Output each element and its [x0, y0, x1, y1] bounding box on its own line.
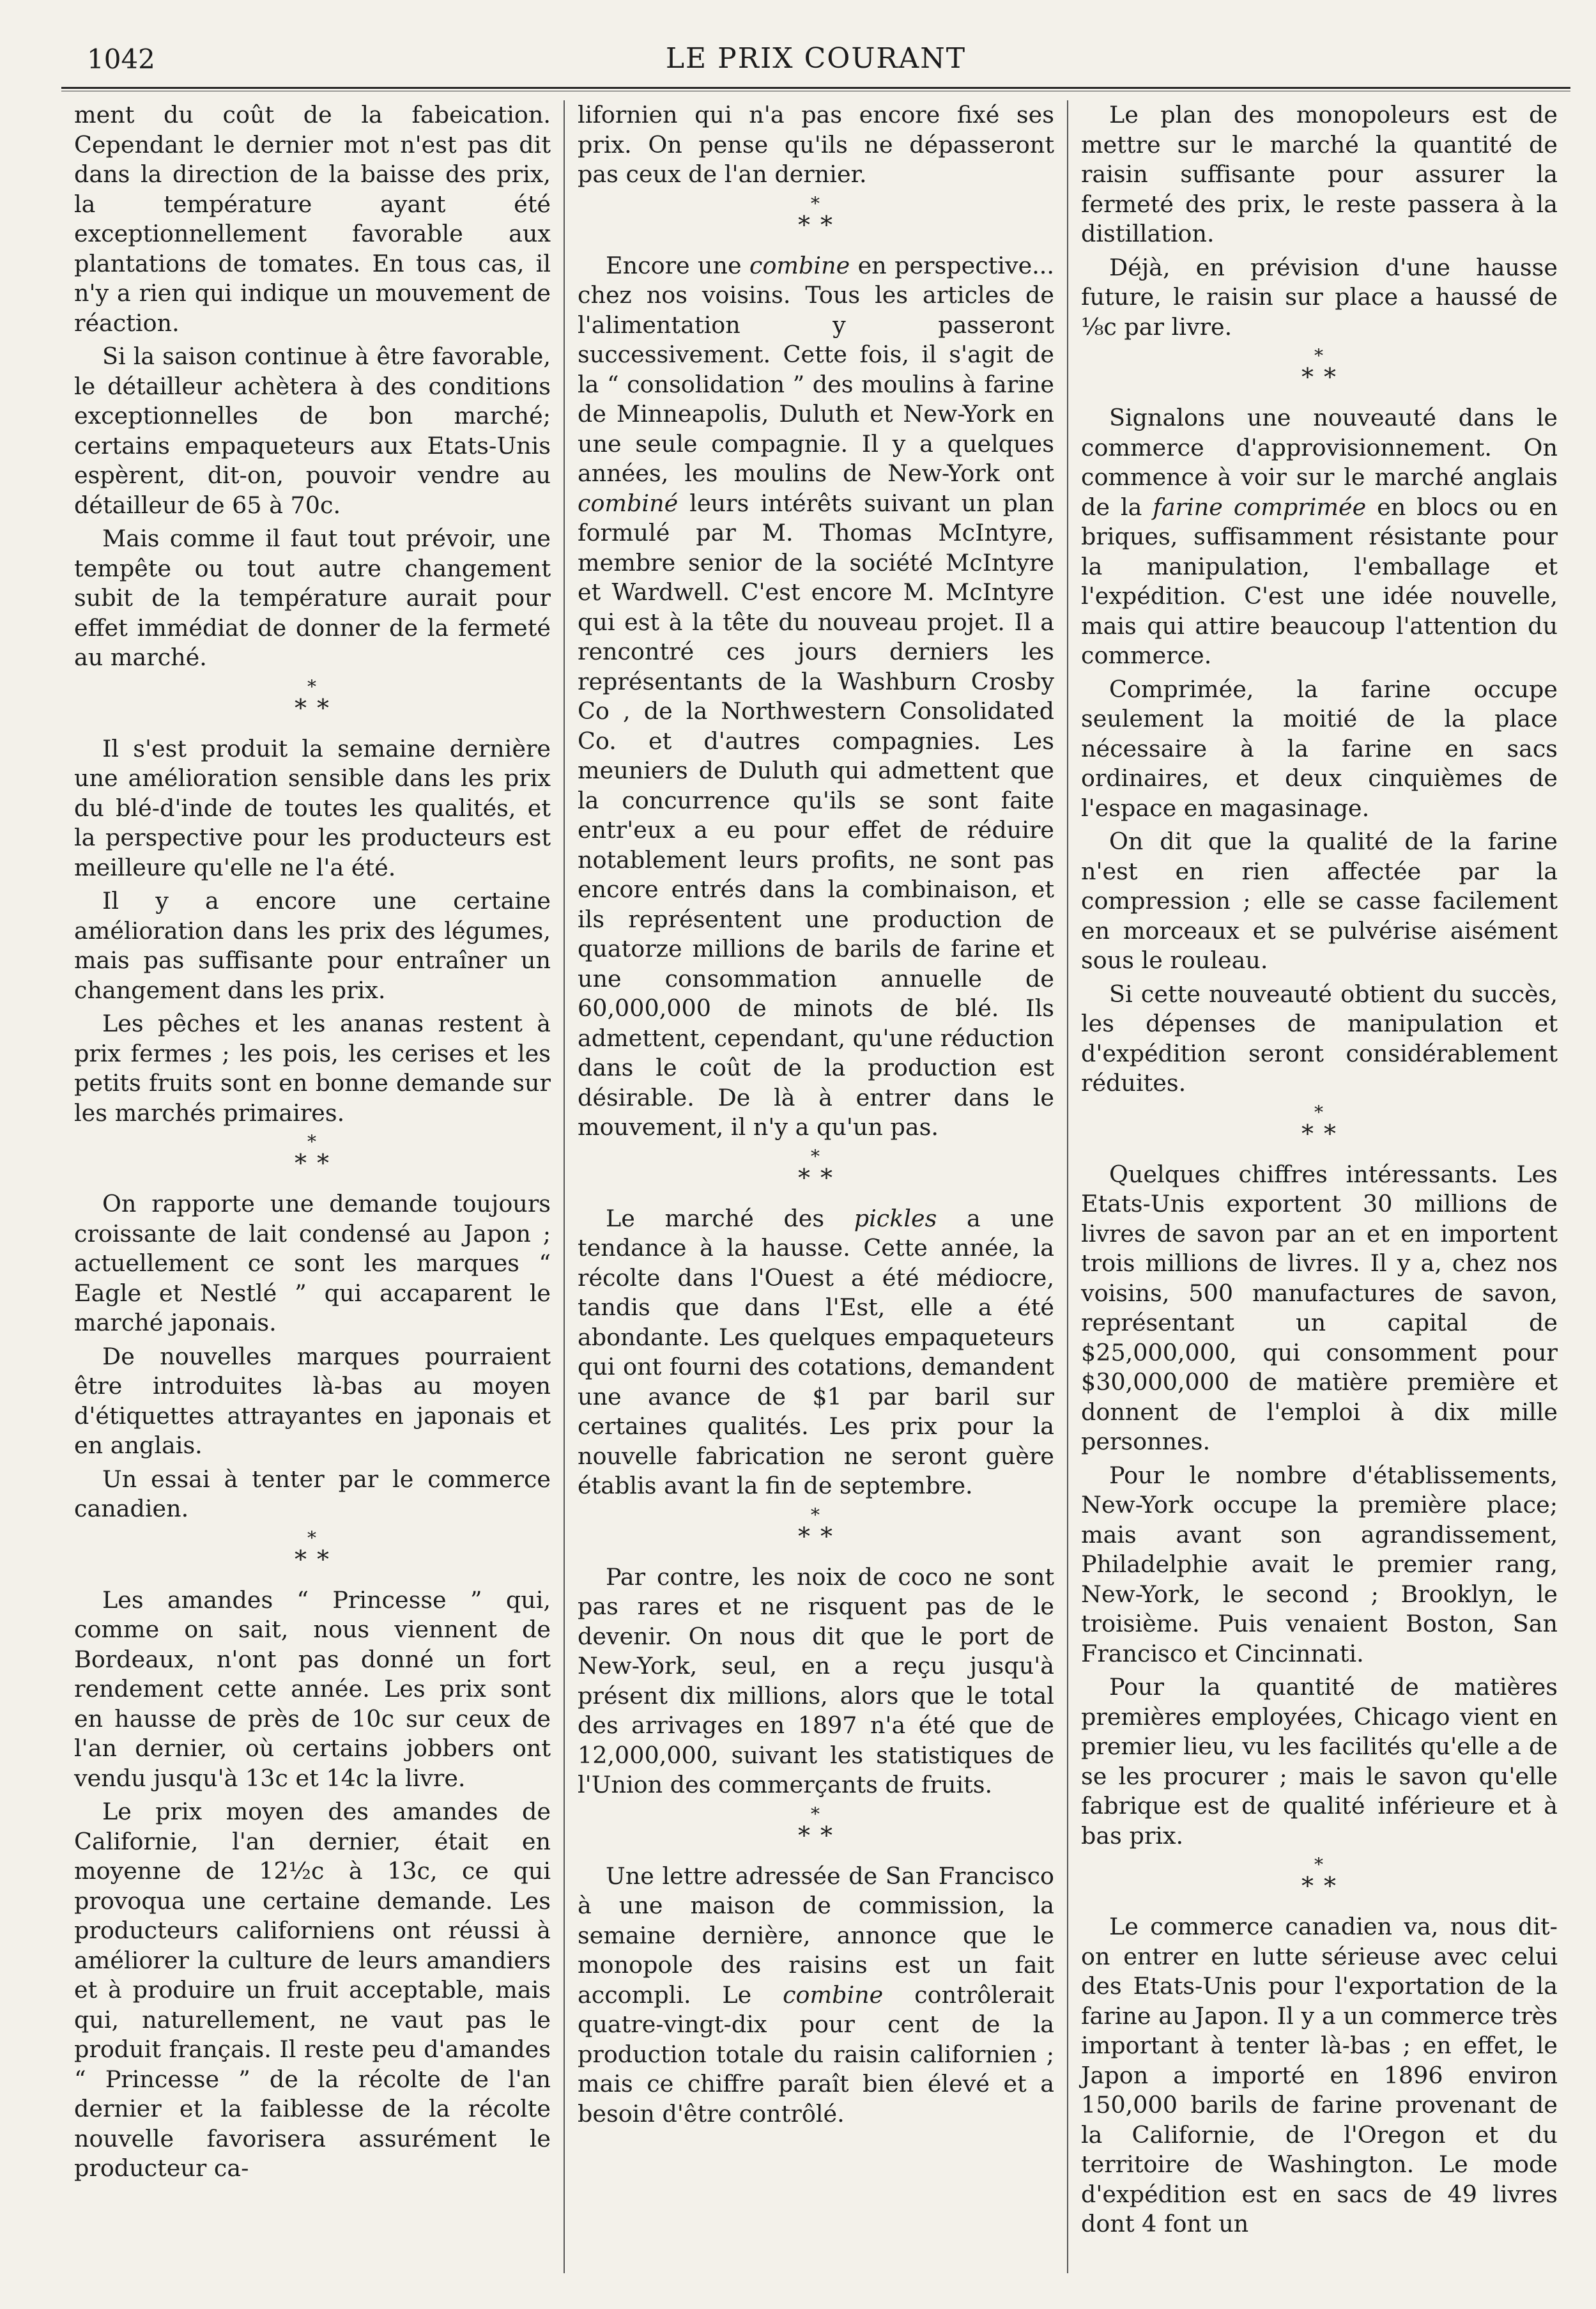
section-separator: * * *: [294, 1131, 331, 1177]
article-paragraph: De nouvelles marques pourraient être introduites là-bas au moyen d'étiquettes attrayantes en japonais et en anglais.: [74, 1342, 551, 1459]
article-paragraph: Signalons une nouveauté dans le commerce d'approvisionnement. On commence à voir sur le marché anglais de la farine comprimée en blocs ou en briques, suffisamment résistante pour la manipulation, l'emballage et l'expédition. C'est une idée nouvelle, mais qui attire beaucoup l'attention du commerce.: [1081, 404, 1558, 669]
article-paragraph: Le marché des pickles a une tendance à la hausse. Cette année, la récolte dans l'Ouest a été médiocre, tandis que dans l'Est, elle a été abondante. Les quelques empaqueteurs qui ont fourni des cotations, demandent une avance de $1 par baril sur certaines qualités. Les prix pour la nouvelle fabrication ne seront guère établis avant la fin de septembre.: [578, 1204, 1054, 1499]
section-separator: * * *: [797, 1803, 834, 1850]
article-paragraph: Le commerce canadien va, nous dit-on entrer en lutte sérieuse avec celui des Etats-Unis pour l'exportation de la farine au Japon. Il y a un commerce très important à tenter là-bas ; en effet, le Japon a importé en 1896 environ 150,000 barils de farine provenant de la Californie, de l'Oregon et du territoire de Washington. Le mode d'expédition est en sacs de 49 livres dont 4 font un: [1081, 1913, 1558, 2237]
section-separator: * * *: [1301, 345, 1338, 391]
article-paragraph: Déjà, en prévision d'une hausse future, le raisin sur place a haussé de ⅛c par livre.: [1081, 253, 1558, 341]
article-paragraph: Les amandes “ Princesse ” qui, comme on sait, nous viennent de Bordeaux, n'ont pas donné un fort rendement cette année. Les prix sont en hausse de près de 10c sur ceux de l'an dernier, où certains jobbers ont vendu jusqu'à 13c et 14c la livre.: [74, 1586, 551, 1792]
page-header: [61, 38, 1570, 83]
page-number: 1042: [87, 43, 155, 75]
article-paragraph: Une lettre adressée de San Francisco à une maison de commission, la semaine dernière, annonce que le monopole des raisins est un fait accompli. Le combine contrôlerait quatre-vingt-dix pour cent de la production totale du raisin californien ; mais ce chiffre paraît bien élevé et a besoin d'être contrôlé.: [578, 1862, 1054, 2128]
section-separator: * * *: [1301, 1101, 1338, 1148]
article-paragraph: Pour la quantité de matières premières employées, Chicago vient en premier lieu, vu les facilités qu'elle a de se les procurer ; mais le savon qu'elle fabrique est de qualité inférieure et à bas prix.: [1081, 1673, 1558, 1850]
header-rule: [61, 87, 1570, 91]
article-paragraph: Encore une combine en perspective... chez nos voisins. Tous les articles de l'alimentation y passeront successivement. Cette fois, il s'agit de la “ consolidation ” des moulins à farine de Minneapolis, Duluth et New-York en une seule compagnie. Il y a quelques années, les moulins de New-York ont combiné leurs intérêts suivant un plan formulé par M. Thomas McIntyre, membre senior de la société McIntyre et Wardwell. C'est encore M. McIntyre qui est à la tête du nouveau projet. Il a rencontré ces jours derniers les représentants de la Washburn Crosby Co , de la Northwestern Consolidated Co. et d'autres compagnies. Les meuniers de Duluth qui admettent que la concurrence qu'ils se sont faite entr'eux a eu pour effet de réduire notablement leurs profits, ne sont pas encore entrés dans la combinaison, et ils représentent une production de quatorze millions de barils de farine et une consommation annuelle de 60,000,000 de minots de blé. Ils admettent, cependant, qu'une réduction dans le coût de la production est désirable. De là à entrer dans le mouvement, il n'y a qu'un pas.: [578, 251, 1054, 1141]
section-separator: * * *: [294, 1527, 331, 1573]
article-paragraph: Pour le nombre d'établissements, New-York occupe la première place; mais avant son agrandissement, Philadelphie avait le premier rang, New-York, le second ; Brooklyn, le troisième. Puis venaient Boston, San Francisco et Cincinnati.: [1081, 1461, 1558, 1667]
article-paragraph: Par contre, les noix de coco ne sont pas rares et ne risquent pas de le devenir. On nous dit que le port de New-York, seul, en a reçu jusqu'à présent dix millions, alors que le total des arrivages en 1897 n'a été que de 12,000,000, suivant les statistiques de l'Union des commerçants de fruits.: [578, 1563, 1054, 1798]
section-separator: * * *: [294, 676, 331, 722]
column-1: [61, 100, 564, 2273]
section-separator: * * *: [797, 192, 834, 239]
article-paragraph: Il s'est produit la semaine dernière une amélioration sensible dans les prix du blé-d'inde de toutes les qualités, et la perspective pour les producteurs est meilleure qu'elle ne l'a été.: [74, 734, 551, 881]
column-3: [1067, 100, 1570, 2273]
column-2: [564, 100, 1067, 2273]
columns: [61, 100, 1570, 2273]
article-paragraph: On rapporte une demande toujours croissante de lait condensé au Japon ; actuellement ce sont les marques “ Eagle et Nestlé ” qui accaparent le marché japonais.: [74, 1190, 551, 1336]
article-paragraph: Il y a encore une certaine amélioration dans les prix des légumes, mais pas suffisante pour entraîner un changement dans les prix.: [74, 887, 551, 1004]
article-paragraph: Si la saison continue à être favorable, le détailleur achètera à des conditions exceptionnelles de bon marché; certains empaqueteurs aux Etats-Unis espèrent, dit-on, pouvoir vendre au détailleur de 65 à 70c.: [74, 343, 551, 519]
article-paragraph: ment du coût de la fabeication. Cependant le dernier mot n'est pas dit dans la direction de la baisse des prix, la température ayant été exceptionnellement favorable aux plantations de tomates. En tous cas, il n'y a rien qui indique un mouvement de réaction.: [74, 101, 551, 337]
article-paragraph: Un essai à tenter par le commerce canadien.: [74, 1465, 551, 1522]
article-paragraph: Le prix moyen des amandes de Californie, l'an dernier, était en moyenne de 12½c à 13c, ce qui provoqua une certaine demande. Les producteurs californiens ont réussi à améliorer la culture de leurs amandiers et à produire un fruit acceptable, mais qui, naturellement, ne vaut pas le produit français. Il reste peu d'amandes “ Princesse ” de la récolte de l'an dernier et la faiblesse de la récolte nouvelle favorisera assurément le producteur ca-: [74, 1798, 551, 2182]
running-title: LE PRIX COURANT: [665, 42, 967, 75]
article-paragraph: On dit que la qualité de la farine n'est en rien affectée par la compression ; elle se casse facilement en morceaux et se pulvérise aisément sous le rouleau.: [1081, 828, 1558, 974]
article-paragraph: Si cette nouveauté obtient du succès, les dépenses de manipulation et d'expédition seront considérablement réduites.: [1081, 980, 1558, 1097]
article-paragraph: Mais comme il faut tout prévoir, une tempête ou tout autre changement subit de la température aurait pour effet immédiat de donner de la fermeté au marché.: [74, 525, 551, 671]
section-separator: * * *: [797, 1145, 834, 1192]
article-paragraph: Quelques chiffres intéressants. Les Etats-Unis exportent 30 millions de livres de savon par an et en importent trois millions de livres. Il y a, chez nos voisins, 500 manufactures de savon, représentant un capital de $25,000,000, qui consomment pour $30,000,000 de matière première et donnent de l'emploi à dix mille personnes.: [1081, 1160, 1558, 1455]
article-paragraph: Le plan des monopoleurs est de mettre sur le marché la quantité de raisin suffisante pour assurer la fermeté des prix, le reste passera à la distillation.: [1081, 101, 1558, 247]
article-paragraph: Les pêches et les ananas restent à prix fermes ; les pois, les cerises et les petits fruits sont en bonne demande sur les marchés primaires.: [74, 1010, 551, 1127]
section-separator: * * *: [797, 1504, 834, 1550]
article-paragraph: lifornien qui n'a pas encore fixé ses prix. On pense qu'ils ne dépasseront pas ceux de l'an dernier.: [578, 101, 1054, 188]
article-paragraph: Comprimée, la farine occupe seulement la moitié de la place nécessaire à la farine en sacs ordinaires, et deux cinquièmes de l'espace en magasinage.: [1081, 675, 1558, 822]
section-separator: * * *: [1301, 1854, 1338, 1900]
